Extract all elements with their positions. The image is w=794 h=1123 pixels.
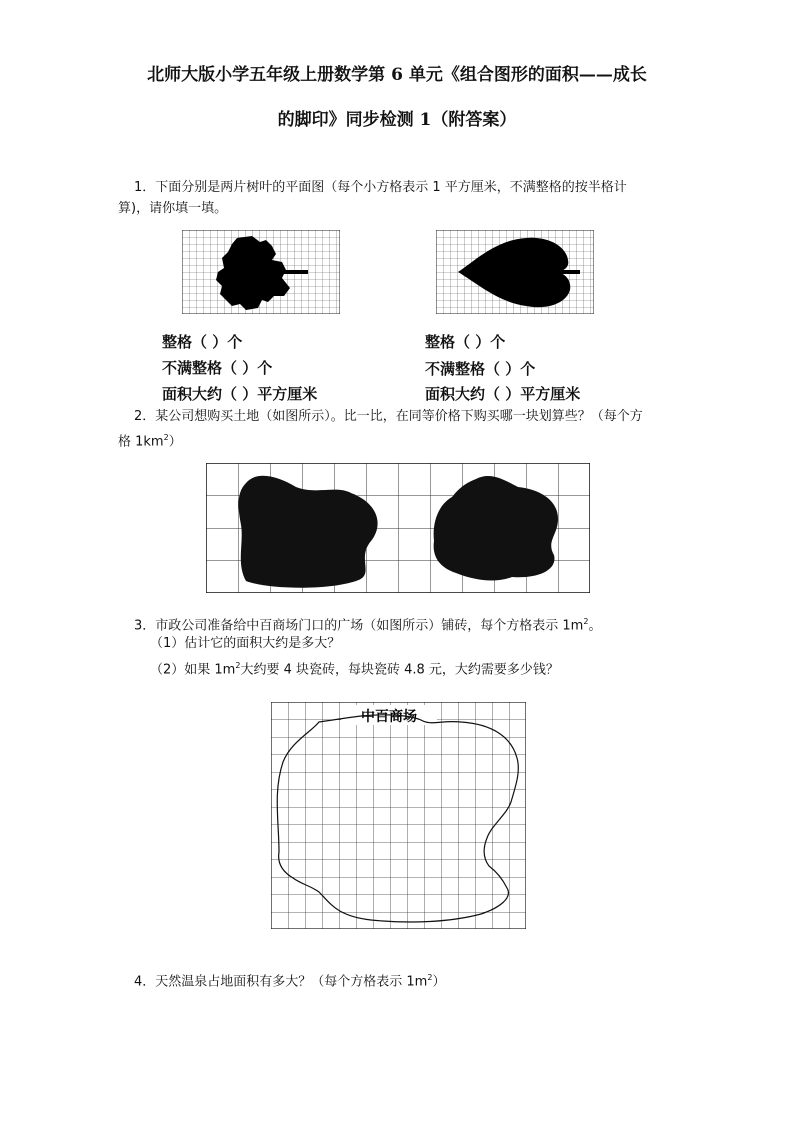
q1-right-area: 面积大约（ ）平方厘米 bbox=[425, 385, 581, 403]
q3-plaza-grid-figure bbox=[271, 702, 526, 929]
q1-left-partial: 不满整格（ ）个 bbox=[162, 359, 273, 377]
q4-text: 4．天然温泉占地面积有多大？（每个方格表示 $1m^2$） bbox=[134, 973, 446, 990]
doc-title-line1: 北师大版小学五年级上册数学第 6 单元《组合图形的面积——成长 bbox=[147, 65, 647, 85]
q2-text-line1: 2．某公司想购买土地（如图所示）。比一比，在同等价格下购买哪一块划算些？（每个方 bbox=[134, 409, 643, 424]
q3-sub2: （2）如果 $1m^2$大约要 4 块瓷砖，每块瓷砖 4.8 元，大约需要多少钱？ bbox=[150, 661, 559, 678]
q1-leaf-right-figure bbox=[436, 230, 594, 314]
q1-right-partial: 不满整格（ ）个 bbox=[425, 360, 536, 378]
q1-left-area: 面积大约（ ）平方厘米 bbox=[162, 385, 318, 403]
q2-text-line2: 格 $1km^2$） bbox=[118, 433, 182, 450]
q1-leaf-left-figure bbox=[182, 230, 340, 314]
q1-text-line1: 1．下面分别是两片树叶的平面图（每个小方格表示 1 平方厘米，不满整格的按半格计 bbox=[134, 180, 627, 195]
doc-title-line2: 的脚印》同步检测 1（附答案） bbox=[277, 110, 517, 130]
q1-right-whole: 整格（ ）个 bbox=[425, 333, 506, 351]
plaza-label: 中百商场 bbox=[361, 709, 417, 725]
q1-left-whole: 整格（ ）个 bbox=[162, 333, 243, 351]
q2-land-grid-figure bbox=[206, 463, 590, 593]
q3-text-line1: 3．市政公司准备给中百商场门口的广场（如图所示）铺砖，每个方格表示 $1m^2$。 bbox=[134, 617, 602, 634]
q1-text-line2: 算)，请你填一填。 bbox=[118, 201, 228, 216]
q3-sub1: （1）估计它的面积大约是多大？ bbox=[150, 636, 341, 651]
